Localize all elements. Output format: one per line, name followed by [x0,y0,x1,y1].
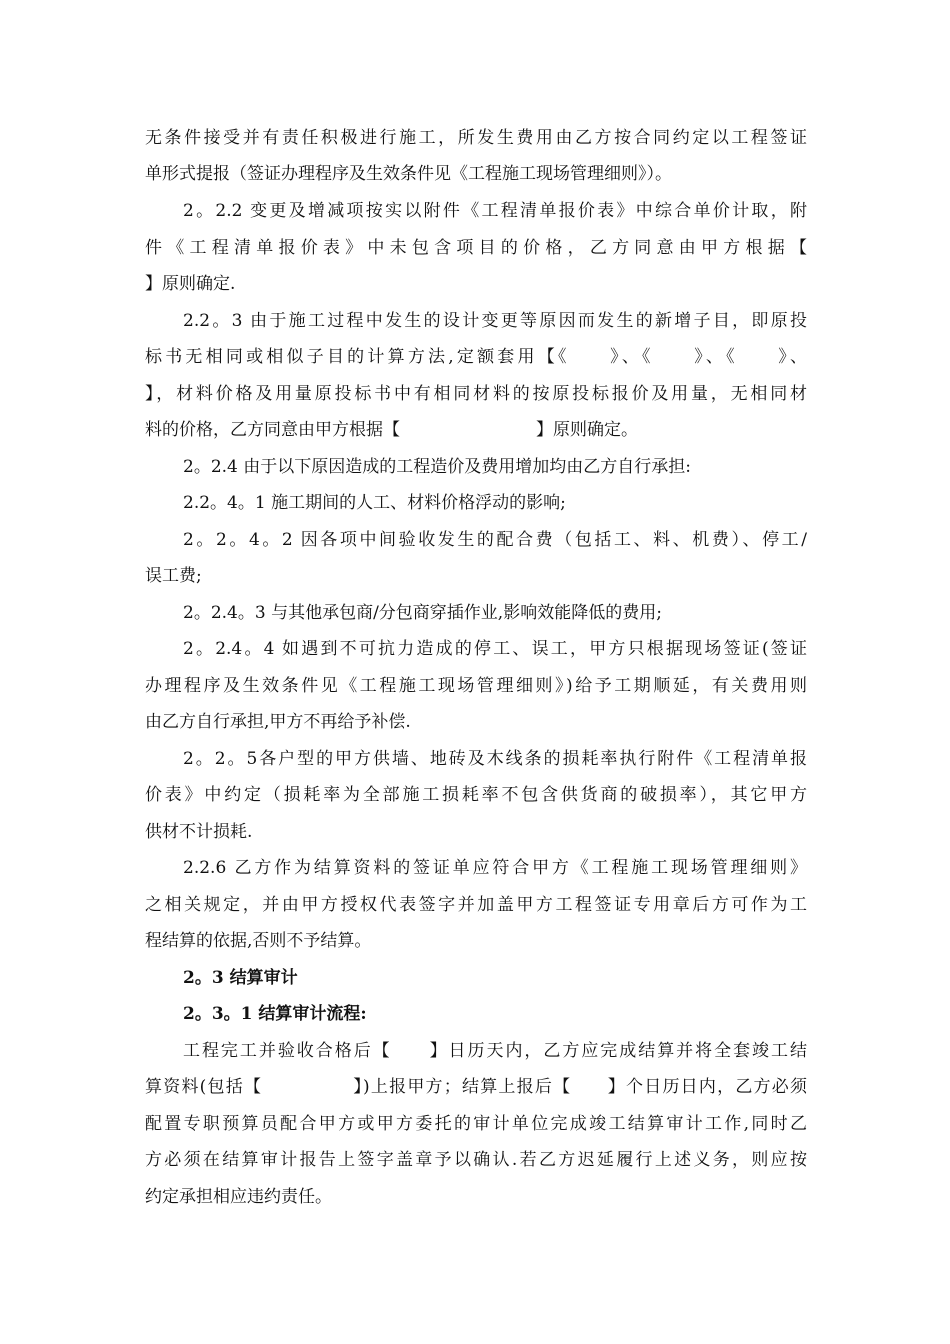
paragraph-line: 无条件接受并有责任积极进行施工，所发生费用由乙方按合同约定以工程签证 [145,128,807,148]
paragraph-line: 2。2。5各户型的甲方供墙、地砖及木线条的损耗率执行附件《工程清单报 [183,749,807,769]
paragraph-line: 件《工程清单报价表》中未包含项目的价格，乙方同意由甲方根据【 [145,238,807,258]
paragraph-line: 2。2.4。3 与其他承包商/分包商穿插作业,影响效能降低的费用; [183,603,662,623]
paragraph-line: 供材不计损耗. [145,822,253,842]
paragraph-line: 由乙方自行承担,甲方不再给予补偿. [145,712,411,732]
paragraph-line: 2.2。4。1 施工期间的人工、材料价格浮动的影响; [183,493,566,513]
paragraph-line: 2。2.4。4 如遇到不可抗力造成的停工、误工，甲方只根据现场签证(签证 [183,639,807,659]
paragraph-line: 约定承担相应违约责任。 [145,1187,332,1207]
paragraph-line: 算资料(包括【 】)上报甲方；结算上报后【 】个日历日内，乙方必须 [145,1077,807,1097]
paragraph-line: 标书无相同或相似子目的计算方法,定额套用【《 》、《 》、《 》、 [145,347,807,367]
section-heading: 2。3 结算审计 [183,968,298,988]
paragraph-line: 2.2。3 由于施工过程中发生的设计变更等原因而发生的新增子目，即原投 [183,311,807,331]
paragraph-line: 方必须在结算审计报告上签字盖章予以确认.若乙方迟延履行上述义务，则应按 [145,1150,807,1170]
subsection-heading: 2。3。1 结算审计流程: [183,1004,367,1024]
paragraph-line: 】，材料价格及用量原投标书中有相同材料的按原投标报价及用量，无相同材 [145,384,807,404]
paragraph-line: 】原则确定. [145,274,236,294]
paragraph-line: 办理程序及生效条件见《工程施工现场管理细则》)给予工期顺延，有关费用则 [145,676,807,696]
paragraph-line: 料的价格，乙方同意由甲方根据【 】原则确定。 [145,420,638,440]
paragraph-line: 误工费; [145,566,202,586]
paragraph-line: 2。2.4 由于以下原因造成的工程造价及费用增加均由乙方自行承担: [183,457,691,477]
paragraph-line: 单形式提报（签证办理程序及生效条件见《工程施工现场管理细则》）。 [145,164,672,184]
paragraph-line: 之相关规定，并由甲方授权代表签字并加盖甲方工程签证专用章后方可作为工 [145,895,807,915]
paragraph-line: 2.2.6 乙方作为结算资料的签证单应符合甲方《工程施工现场管理细则》 [183,858,807,878]
paragraph-line: 2。2。4。2 因各项中间验收发生的配合费（包括工、料、机费）、停工/ [183,530,807,550]
paragraph-line: 2。2.2 变更及增减项按实以附件《工程清单报价表》中综合单价计取，附 [183,201,807,221]
paragraph-line: 工程完工并验收合格后【 】日历天内，乙方应完成结算并将全套竣工结 [183,1041,807,1061]
paragraph-line: 程结算的依据,否则不予结算。 [145,931,372,951]
paragraph-line: 价表》中约定（损耗率为全部施工损耗率不包含供货商的破损率），其它甲方 [145,785,807,805]
paragraph-line: 配置专职预算员配合甲方或甲方委托的审计单位完成竣工结算审计工作,同时乙 [145,1114,807,1134]
